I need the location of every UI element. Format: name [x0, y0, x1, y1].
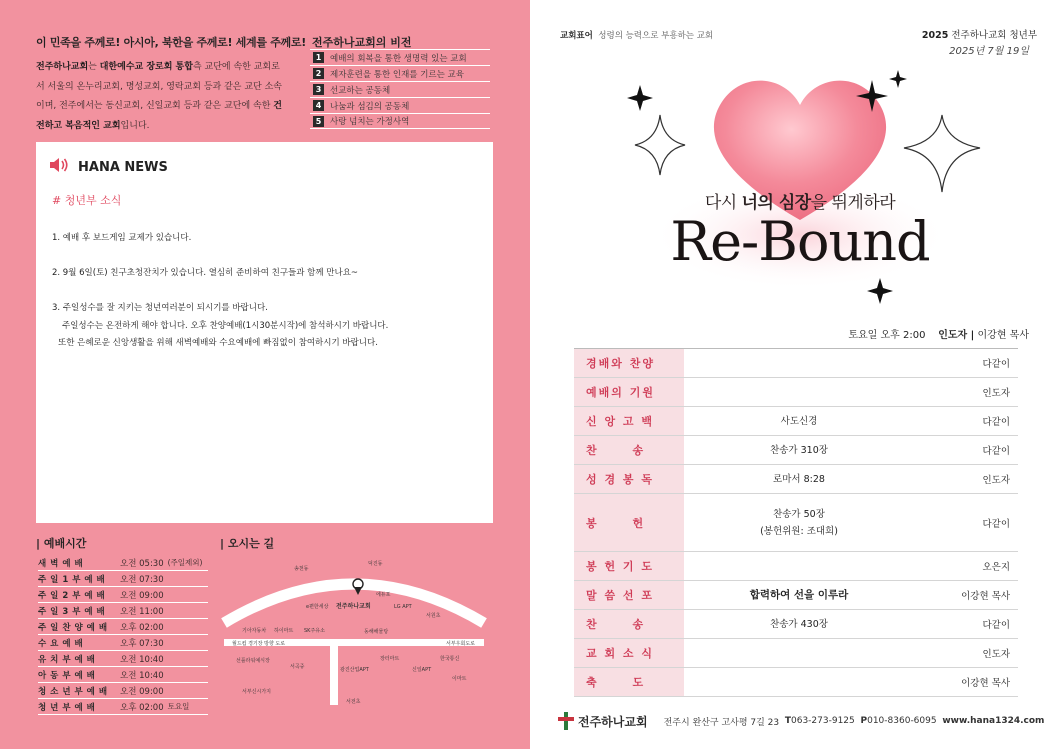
- sparkle-icon: [889, 70, 907, 88]
- intro-text: 측 교단에 속한 교회로서 서울의 온누리교회, 명성교회, 영락교회 등과 같은 교단 소속이며, 전주에서는 동신교회, 신일교회 등과 같은 교단에 속한: [36, 62, 282, 111]
- news-item: 1. 예배 후 보드게임 교제가 있습니다.: [52, 233, 192, 243]
- order-item-name: 예배의 기원: [574, 378, 684, 406]
- cross-logo-icon: [558, 712, 574, 730]
- vision-text: 선교하는 공동체: [330, 85, 391, 96]
- vision-item: [310, 97, 490, 113]
- order-row: [574, 407, 1018, 436]
- news-item-detail: 또한 은혜로운 신앙생활을 위해 새벽예배와 수요예배에 빠짐없이 참여하시기 바랍니다.: [58, 338, 378, 348]
- schedule-row: [38, 699, 208, 715]
- vision-item: [310, 49, 490, 65]
- sparkle-icon: [904, 115, 980, 192]
- service-time: 오전 09:00: [120, 686, 164, 697]
- service-name: 주 일 3 부 예 배: [38, 606, 106, 617]
- service-time: 오전 09:00: [120, 590, 164, 601]
- map-label: 광진산업APT: [340, 667, 369, 673]
- map-label: 송천동: [294, 566, 309, 572]
- news-header: [48, 156, 168, 178]
- service-name: 유 치 부 예 배: [38, 654, 96, 665]
- service-name: 청 년 부 예 배: [38, 702, 96, 713]
- order-item-name: 경배와 찬양: [574, 349, 684, 377]
- vision-number: 5: [313, 116, 324, 127]
- schedule-row: [38, 571, 208, 587]
- hero-graphic: [610, 60, 990, 310]
- map-label: LG APT: [394, 604, 412, 610]
- order-item-content: [684, 552, 914, 580]
- hero-text: 을 뛰게하라: [810, 193, 896, 213]
- order-item-person: 인도자: [982, 388, 1010, 399]
- schedule-row: [38, 587, 208, 603]
- sermon-title: 합력하여 선을 이루라: [749, 588, 849, 601]
- map-label: 에듀포: [376, 592, 391, 598]
- order-row: [574, 378, 1018, 407]
- news-subtitle: # 청년부 소식: [52, 194, 122, 207]
- church-motto: [560, 29, 713, 41]
- order-item-person: 다같이: [982, 446, 1010, 457]
- map-label: 덕진동: [368, 561, 383, 567]
- tel-label: T: [784, 716, 791, 726]
- order-item-person: 다같이: [982, 359, 1010, 370]
- service-note: (주일제외): [167, 558, 203, 567]
- service-note: 토요일: [167, 702, 190, 711]
- order-item-content: [684, 378, 914, 406]
- vision-number: 4: [313, 100, 324, 111]
- hero-title: Re-Bound: [670, 210, 930, 273]
- footer: [558, 712, 1048, 730]
- order-item-name: 찬 송: [574, 436, 684, 464]
- issue-date: 2025년 7월 19일: [949, 46, 1029, 57]
- order-row: [574, 668, 1018, 697]
- news-item: 3. 주일성수를 잘 지키는 청년여러분이 되시기를 바랍니다.: [52, 303, 268, 313]
- order-row: [574, 610, 1018, 639]
- church-slogan: 이 민족을 주께로! 아시아, 북한을 주께로! 세계를 주께로!: [36, 36, 306, 49]
- vision-list: [310, 49, 490, 129]
- order-item-name: 봉 헌: [574, 494, 684, 551]
- order-item-content: [684, 494, 914, 551]
- map-label: 서부우회도로: [446, 641, 475, 647]
- vision-item: [310, 81, 490, 97]
- order-item-person: 인도자: [982, 475, 1010, 486]
- schedule-row: [38, 619, 208, 635]
- intro-highlight: 건전하고 복음적인 교회: [36, 101, 282, 131]
- service-name: 수 요 예 배: [38, 638, 84, 649]
- order-item-person: 이강현 목사: [961, 678, 1010, 689]
- directions-map: [218, 555, 490, 715]
- order-row: [574, 639, 1018, 668]
- schedule-row: [38, 683, 208, 699]
- order-row: [574, 494, 1018, 552]
- map-label: 월드컵 경기장 방향 도로: [232, 641, 286, 647]
- worship-order: [574, 348, 1018, 697]
- order-item-content: 찬송가 310장: [770, 444, 828, 456]
- service-name: 청 소 년 부 예 배: [38, 686, 108, 697]
- order-row: [574, 552, 1018, 581]
- map-label: e편한세상: [306, 604, 329, 610]
- map-label: 서전초: [346, 699, 361, 705]
- schedule-row: [38, 603, 208, 619]
- service-time: 오전 10:40: [120, 654, 164, 665]
- order-item-name: 찬 송: [574, 610, 684, 638]
- website-link[interactable]: www.hana1324.com: [942, 716, 1045, 726]
- speaker-icon: [48, 156, 70, 178]
- leader-label: 인도자 |: [938, 330, 975, 341]
- schedule-table: [38, 555, 208, 715]
- order-item-name: 봉 헌 기 도: [574, 552, 684, 580]
- order-item-content: 사도신경: [780, 415, 818, 427]
- order-item-person: 인도자: [982, 649, 1010, 660]
- order-row: [574, 349, 1018, 378]
- order-item-content: [684, 349, 914, 377]
- map-label: 서곡중: [290, 664, 305, 670]
- schedule-row: [38, 555, 208, 571]
- tel-number: 063-273-9125: [791, 716, 855, 726]
- service-time: 오전 05:30: [120, 558, 164, 569]
- order-row: [574, 465, 1018, 494]
- map-label-church: 전주하나교회: [336, 603, 371, 610]
- news-item: 2. 9월 6일(토) 친구초청잔치가 있습니다. 열심히 준비하여 친구들과 함께 만나요~: [52, 268, 359, 278]
- intro-denomination: 대한예수교 장로회 통합: [99, 62, 193, 72]
- service-time: 오후 02:00: [120, 622, 164, 633]
- map-label: 동해해물탕: [364, 629, 389, 635]
- vision-item: [310, 65, 490, 81]
- hymn-number: 찬송가 50장: [773, 508, 825, 520]
- service-time: 오전 11:00: [120, 606, 164, 617]
- order-item-content: [684, 639, 914, 667]
- map-label: 장터마트: [380, 656, 400, 662]
- service-name: 새 벽 예 배: [38, 558, 84, 569]
- map-label: 하이마트: [274, 628, 294, 634]
- vision-number: 2: [313, 68, 324, 79]
- map-label: 이마트: [452, 676, 467, 682]
- order-item-name: 신 앙 고 백: [574, 407, 684, 435]
- motto-label: 교회표어: [560, 31, 593, 41]
- sparkle-icon: [635, 115, 685, 175]
- service-name: 아 동 부 예 배: [38, 670, 96, 681]
- news-title: HANA NEWS: [78, 159, 168, 175]
- order-row: [574, 581, 1018, 610]
- service-time: 오후 07:30: [120, 638, 164, 649]
- map-label: 선플라워예식장: [236, 658, 270, 664]
- service-time: 토요일 오후 2:00: [848, 330, 926, 341]
- motto-text: 성령의 능력으로 부흥하는 교회: [598, 31, 714, 41]
- map-label: SK주유소: [304, 628, 325, 634]
- map-label: 서원초: [426, 613, 441, 619]
- schedule-row: [38, 635, 208, 651]
- map-label: 기아자동차: [242, 628, 267, 634]
- right-panel: [530, 0, 1051, 749]
- vision-text: 제자훈련을 통한 인재를 기르는 교육: [330, 69, 464, 80]
- service-info: [848, 326, 1029, 341]
- order-item-name: 말 씀 선 포: [574, 581, 684, 609]
- vision-title: 전주하나교회의 비전: [312, 36, 412, 49]
- phone-number: 010-8360-6095: [867, 716, 937, 726]
- map-title: | 오시는 길: [220, 537, 275, 550]
- vision-text: 예배의 회복을 통한 생명력 있는 교회: [330, 53, 467, 64]
- logo-text: 전주하나교회: [578, 714, 648, 729]
- hero-text-bold: 너의 심장: [741, 193, 811, 213]
- phone-label: P: [860, 716, 868, 726]
- issue-group: 전주하나교회 청년부: [948, 30, 1037, 41]
- intro-text: 입니다.: [120, 120, 150, 131]
- news-body: [52, 230, 482, 353]
- service-time: 오후 02:00: [120, 702, 164, 713]
- schedule-title: | 예배시간: [36, 537, 87, 550]
- order-item-person: 다같이: [982, 518, 1010, 530]
- order-item-person: 오은지: [982, 562, 1010, 573]
- order-item-content: [684, 668, 914, 696]
- map-label: 서부신시가지: [242, 689, 271, 695]
- intro-text: 는: [88, 62, 100, 72]
- church-address: 전주시 완산구 고사평 7길 23: [663, 717, 780, 728]
- map-label: 신일APT: [412, 667, 432, 673]
- order-item-name: 성 경 봉 독: [574, 465, 684, 493]
- order-row: [574, 436, 1018, 465]
- order-item-content: 찬송가 430장: [770, 618, 828, 630]
- vision-text: 나눔과 섬김의 공동체: [330, 101, 410, 112]
- order-item-content: 로마서 8:28: [773, 473, 825, 485]
- service-name: 주 일 1 부 예 배: [38, 574, 106, 585]
- service-time: 오전 10:40: [120, 670, 164, 681]
- order-item-person: 다같이: [982, 417, 1010, 428]
- sparkle-icon: [627, 85, 653, 111]
- map-label: 한국통신: [440, 656, 460, 662]
- news-item-detail: 주일성수는 온전하게 해야 합니다. 오후 찬양예배(1시30분시작)에 참석하시기 바랍니다.: [62, 320, 389, 331]
- vision-text: 사랑 넘치는 가정사역: [330, 117, 410, 127]
- order-item-name: 축 도: [574, 668, 684, 696]
- church-intro: [36, 58, 286, 136]
- order-item-person: 다같이: [982, 620, 1010, 631]
- schedule-row: [38, 667, 208, 683]
- offering-committee: (봉헌위원: 조대희): [760, 525, 838, 537]
- church-logo: [558, 712, 648, 730]
- news-box: [36, 142, 493, 523]
- vision-number: 1: [313, 52, 324, 63]
- schedule-row: [38, 651, 208, 667]
- service-name: 주 일 찬 양 예 배: [38, 622, 108, 633]
- hero-text: 다시: [704, 193, 742, 213]
- leader-name: 이강현 목사: [974, 330, 1029, 341]
- service-time: 오전 07:30: [120, 574, 164, 585]
- order-item-person: 이강현 목사: [961, 591, 1010, 602]
- vision-item: [310, 113, 490, 129]
- service-name: 주 일 2 부 예 배: [38, 590, 106, 601]
- bulletin-issue: [922, 27, 1037, 41]
- vision-number: 3: [313, 84, 324, 95]
- order-item-name: 교 회 소 식: [574, 639, 684, 667]
- intro-church-name: 전주하나교회: [36, 62, 89, 72]
- issue-year: 2025: [921, 30, 949, 41]
